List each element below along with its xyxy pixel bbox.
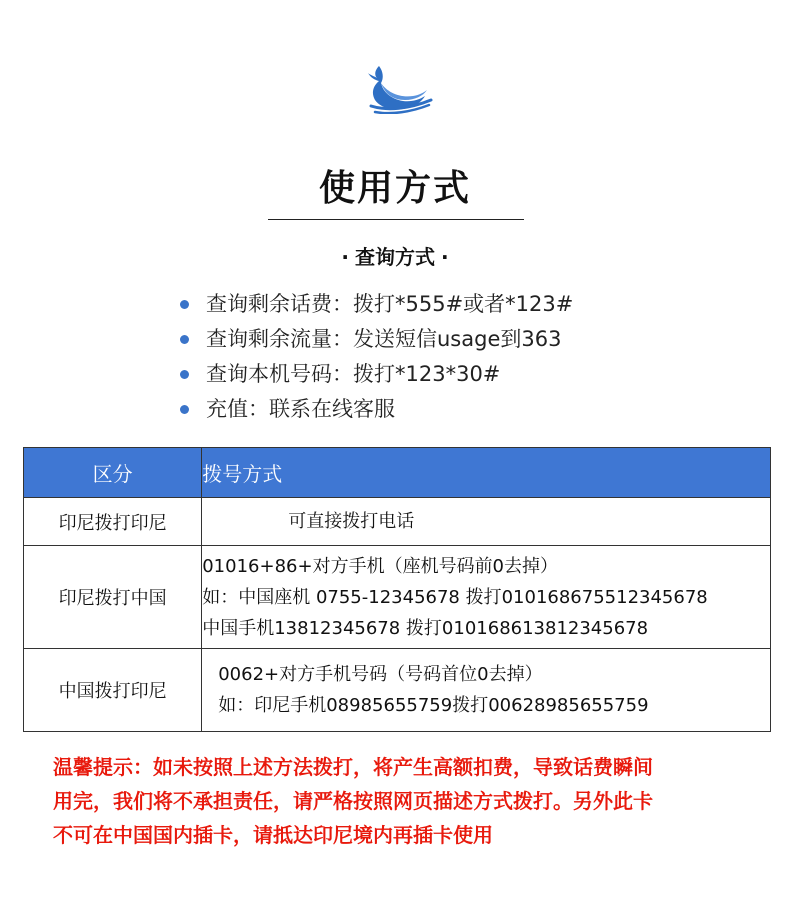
method-line: 如：中国座机 0755-12345678 拨打010168675512345678 <box>202 586 708 608</box>
section-heading-label: 查询方式 <box>355 245 435 269</box>
column-header-region: 区分 <box>24 448 202 498</box>
bullet-dot-icon <box>180 370 189 379</box>
row-region-cell: 中国拨打印尼 <box>24 649 202 732</box>
list-item <box>180 392 573 427</box>
row-region-cell: 印尼拨打中国 <box>24 546 202 649</box>
notice-line: 温馨提示：如未按照上述方法拨打，将产生高额扣费，导致话费瞬间 <box>53 755 653 779</box>
query-list <box>180 287 573 427</box>
list-item <box>180 357 573 392</box>
row-method-cell <box>202 649 771 732</box>
table-row <box>24 498 771 546</box>
method-line: 0062+对方手机号码（号码首位0去掉） <box>218 664 543 685</box>
bullet-dot-icon <box>180 300 189 309</box>
warning-notice <box>53 750 753 852</box>
section-heading <box>0 241 790 270</box>
list-item-text: 查询本机号码：拨打*123*30# <box>206 362 501 386</box>
table-row <box>24 649 771 732</box>
row-region-cell: 印尼拨打印尼 <box>24 498 202 546</box>
page-title: 使用方式 <box>318 168 471 209</box>
table-header-row <box>24 448 771 498</box>
column-header-method: 拨号方式 <box>202 448 771 498</box>
title-underline <box>268 219 524 220</box>
method-line: 可直接拨打电话 <box>288 511 415 532</box>
row-method-cell <box>202 546 771 649</box>
dial-method-table <box>23 447 771 732</box>
whale-logo-icon <box>365 62 433 114</box>
bullet-dot-icon <box>180 335 189 344</box>
list-item-text: 查询剩余流量：发送短信usage到363 <box>206 327 562 351</box>
row-method-cell <box>202 498 771 546</box>
method-line: 01016+86+对方手机（座机号码前0去掉） <box>202 555 559 577</box>
list-item <box>180 322 573 357</box>
list-item-text: 充值：联系在线客服 <box>206 397 395 421</box>
bullet-dot-icon <box>180 405 189 414</box>
notice-line: 不可在中国国内插卡，请抵达印尼境内再插卡使用 <box>53 823 493 847</box>
method-line: 中国手机13812345678 拨打010168613812345678 <box>202 617 649 639</box>
list-item <box>180 287 573 322</box>
heading-bullet-right: · <box>441 245 449 269</box>
table-row <box>24 546 771 649</box>
notice-line: 用完，我们将不承担责任，请严格按照网页描述方式拨打。另外此卡 <box>53 789 653 813</box>
method-line: 如：印尼手机08985655759拨打00628985655759 <box>218 695 649 716</box>
list-item-text: 查询剩余话费：拨打*555#或者*123# <box>206 292 574 316</box>
heading-bullet-left: · <box>341 245 349 269</box>
